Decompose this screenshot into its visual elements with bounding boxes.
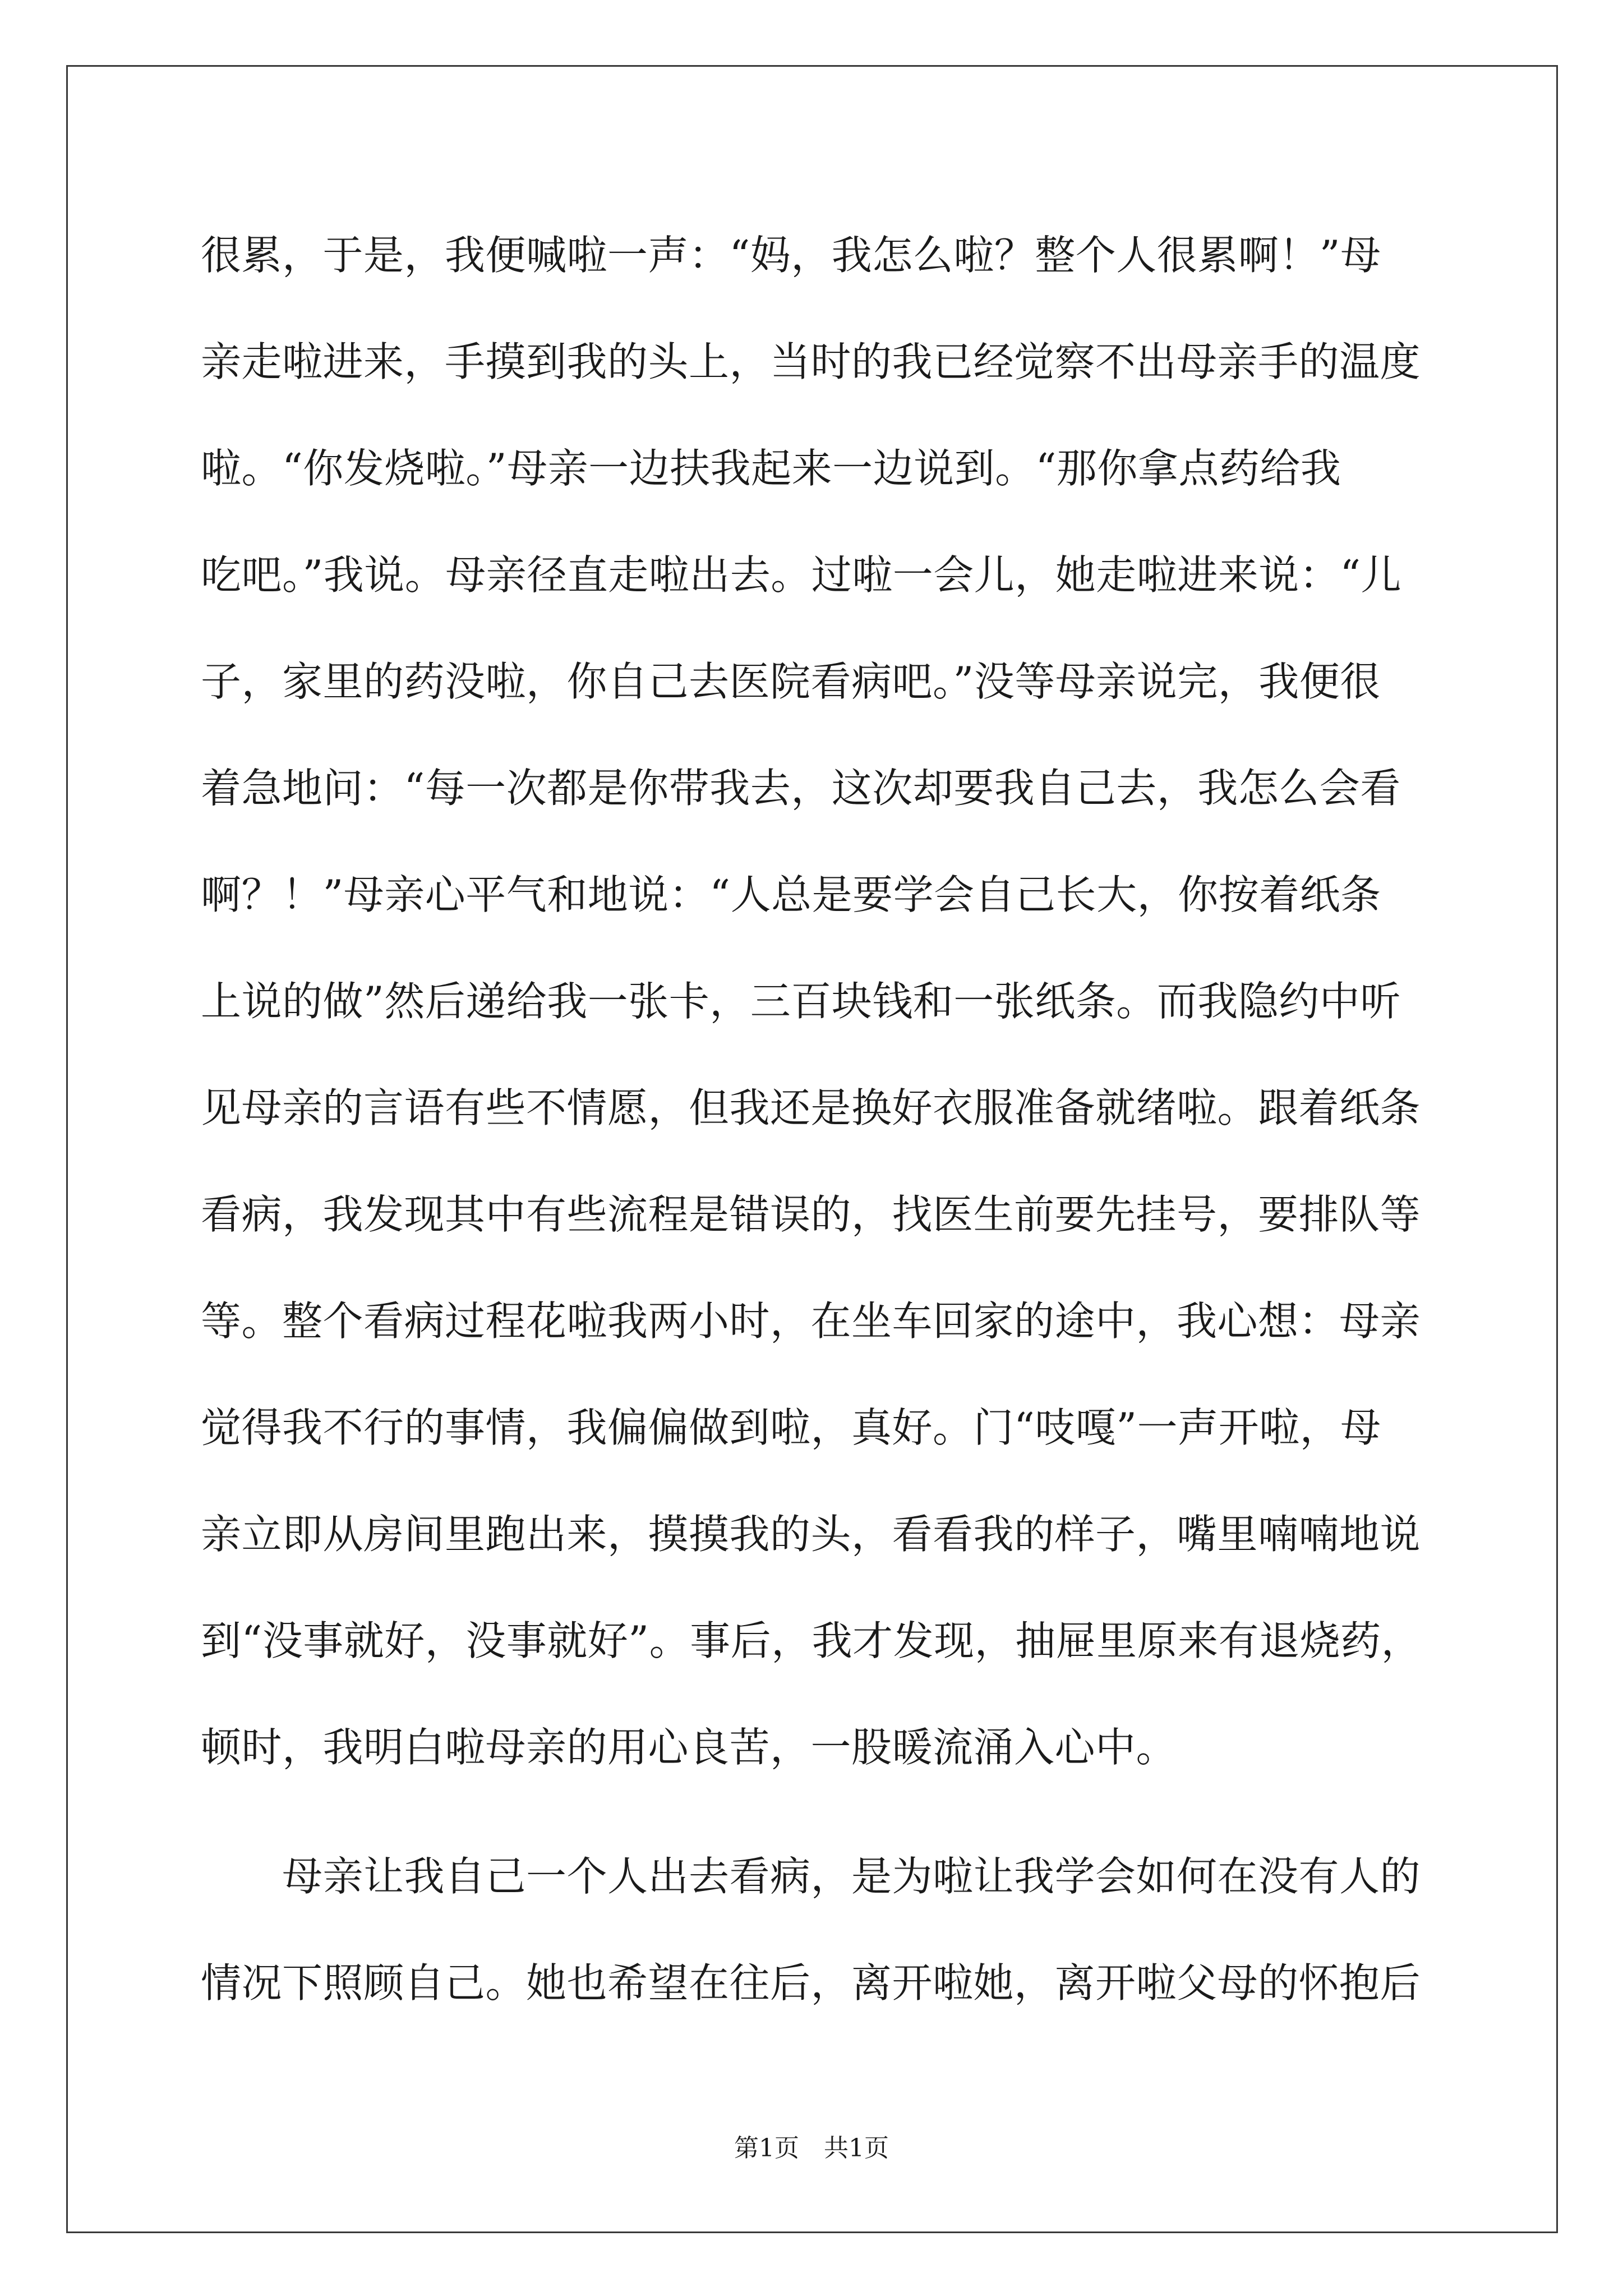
text-line: 啊？！”母亲心平气和地说：“人总是要学会自己长大，你按着纸条: [201, 871, 1381, 918]
page-number-footer: 第1页 共1页: [734, 2134, 889, 2162]
document-body: [201, 213, 1435, 2047]
text-line: 吃吧。”我说。母亲径直走啦出去。过啦一会儿，她走啦进来说：“儿: [201, 551, 1402, 599]
text-line: 看病，我发现其中有些流程是错误的，找医生前要先挂号，要排队等: [201, 1191, 1421, 1238]
text-line: 上说的做”然后递给我一张卡，三百块钱和一张纸条。而我隐约中听: [201, 978, 1401, 1025]
paragraph-2: [201, 1834, 1435, 2047]
text-line: 啦。“你发烧啦。”母亲一边扶我起来一边说到。“那你拿点药给我: [201, 445, 1341, 492]
text-line: 母亲让我自己一个人出去看病，是为啦让我学会如何在没有人的: [201, 1853, 1421, 1900]
paragraph-1: [201, 213, 1435, 1812]
text-line: 等。整个看病过程花啦我两小时，在坐车回家的途中，我心想：母亲: [201, 1297, 1421, 1345]
text-line: 着急地问：“每一次都是你带我去，这次却要我自己去，我怎么会看: [201, 765, 1401, 812]
text-line: 顿时，我明白啦母亲的用心良苦，一股暖流涌入心中。: [201, 1724, 1177, 1771]
text-line: 亲走啦进来，手摸到我的头上，当时的我已经觉察不出母亲手的温度: [201, 338, 1421, 385]
text-line: 亲立即从房间里跑出来，摸摸我的头，看看我的样子，嘴里喃喃地说: [201, 1511, 1421, 1558]
text-line: 觉得我不行的事情，我偏偏做到啦，真好。门“吱嘎”一声开啦，母: [201, 1404, 1381, 1451]
text-line: 情况下照顾自己。她也希望在往后，离开啦她，离开啦父母的怀抱后: [201, 1959, 1421, 2007]
text-line: 见母亲的言语有些不情愿，但我还是换好衣服准备就绪啦。跟着纸条: [201, 1084, 1421, 1131]
text-line: 到“没事就好，没事就好”。事后，我才发现，抽屉里原来有退烧药，: [201, 1617, 1422, 1664]
text-line: 子，家里的药没啦，你自己去医院看病吧。”没等母亲说完，我便很: [201, 658, 1381, 705]
paragraph-spacing: [201, 1812, 1435, 1834]
text-line: 很累，于是，我便喊啦一声：“妈，我怎么啦？整个人很累啊！”母: [201, 232, 1381, 279]
